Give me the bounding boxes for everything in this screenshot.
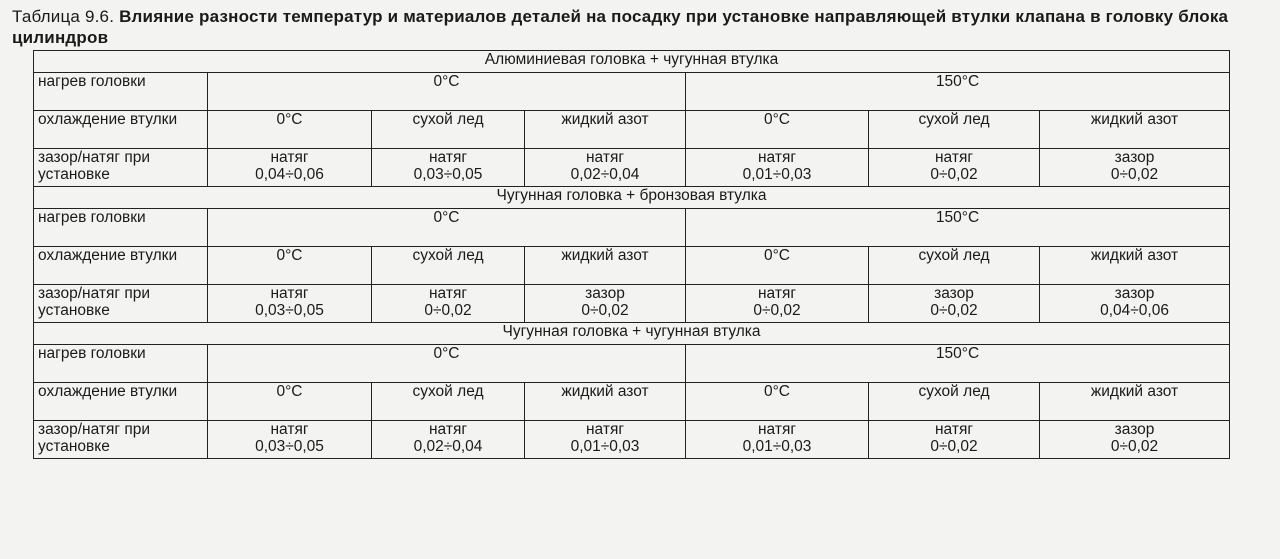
cooling-value: 0°С — [686, 383, 869, 421]
fit-value: 0,04÷0,06 — [1100, 302, 1169, 319]
fit-type: натяг — [429, 285, 467, 302]
cooling-value: сухой лед — [869, 111, 1040, 149]
fit-value: 0÷0,02 — [424, 302, 472, 319]
fit-value: 0÷0,02 — [930, 302, 978, 319]
fit-value: 0,02÷0,04 — [413, 438, 483, 455]
heating-row — [34, 73, 1230, 111]
fit-label: зазор/натяг при установке — [34, 149, 208, 187]
fit-cell — [686, 285, 869, 323]
fit-cell — [372, 149, 525, 187]
section-title: Алюминиевая головка + чугунная втулка — [34, 51, 1230, 73]
section-header-row — [34, 187, 1230, 209]
heating-value: 150°С — [686, 73, 1230, 111]
fit-value: 0÷0,02 — [1110, 438, 1159, 455]
cooling-value: жидкий азот — [525, 247, 686, 285]
fit-value: 0,03÷0,05 — [413, 166, 483, 183]
fit-cell — [869, 421, 1040, 459]
heating-value: 0°С — [208, 73, 686, 111]
heating-value: 150°С — [686, 345, 1230, 383]
heating-label: нагрев головки — [34, 345, 208, 383]
section-header-row — [34, 323, 1230, 345]
cooling-row — [34, 247, 1230, 285]
table-number: Таблица 9.6. — [12, 7, 115, 26]
fit-value: 0÷0,02 — [753, 302, 801, 319]
heating-row — [34, 345, 1230, 383]
heating-label: нагрев головки — [34, 73, 208, 111]
section-header-row — [34, 51, 1230, 73]
cooling-value: 0°С — [208, 383, 372, 421]
cooling-value: жидкий азот — [525, 383, 686, 421]
cooling-value: сухой лед — [869, 247, 1040, 285]
fit-value: 0,03÷0,05 — [255, 438, 324, 455]
fit-row — [34, 149, 1230, 187]
cooling-value: сухой лед — [372, 383, 525, 421]
cooling-value: жидкий азот — [1040, 111, 1230, 149]
fit-table — [33, 50, 1230, 459]
fit-cell — [869, 285, 1040, 323]
fit-cell — [686, 149, 869, 187]
fit-value: 0÷0,02 — [930, 438, 978, 455]
fit-type: зазор — [1114, 421, 1155, 438]
fit-cell — [1040, 149, 1230, 187]
fit-value: 0,04÷0,06 — [255, 166, 324, 183]
table-title: Влияние разности температур и материалов деталей на посадку при установке направляющей втулки клапана в головку блока цилиндров — [12, 7, 1229, 47]
fit-cell — [208, 149, 372, 187]
cooling-value: 0°С — [208, 111, 372, 149]
fit-type: натяг — [270, 149, 309, 166]
fit-value: 0,01÷0,03 — [570, 438, 640, 455]
fit-cell — [208, 285, 372, 323]
heating-label: нагрев головки — [34, 209, 208, 247]
cooling-value: сухой лед — [372, 247, 525, 285]
fit-value: 0,02÷0,04 — [570, 166, 640, 183]
fit-row — [34, 421, 1230, 459]
table-caption — [12, 6, 1252, 48]
fit-type: зазор — [585, 285, 625, 302]
fit-cell — [525, 285, 686, 323]
fit-cell — [525, 421, 686, 459]
fit-type: натяг — [429, 149, 467, 166]
fit-type: натяг — [758, 421, 796, 438]
cooling-label: охлаждение втулки — [34, 111, 208, 149]
fit-type: зазор — [1114, 149, 1155, 166]
cooling-label: охлаждение втулки — [34, 247, 208, 285]
fit-label: зазор/натяг при установке — [34, 285, 208, 323]
fit-type: натяг — [586, 421, 624, 438]
fit-value: 0÷0,02 — [1110, 166, 1159, 183]
cooling-value: жидкий азот — [1040, 247, 1230, 285]
fit-label: зазор/натяг при установке — [34, 421, 208, 459]
fit-value: 0÷0,02 — [581, 302, 629, 319]
cooling-value: жидкий азот — [525, 111, 686, 149]
cooling-label: охлаждение втулки — [34, 383, 208, 421]
heating-row — [34, 209, 1230, 247]
fit-cell — [372, 285, 525, 323]
fit-type: натяг — [586, 149, 624, 166]
cooling-value: сухой лед — [869, 383, 1040, 421]
fit-type: натяг — [758, 285, 796, 302]
fit-type: натяг — [758, 149, 796, 166]
fit-type: зазор — [1114, 285, 1155, 302]
cooling-row — [34, 383, 1230, 421]
heating-value: 0°С — [208, 345, 686, 383]
fit-type: зазор — [934, 285, 974, 302]
cooling-value: жидкий азот — [1040, 383, 1230, 421]
fit-value: 0÷0,02 — [930, 166, 978, 183]
cooling-value: 0°С — [686, 111, 869, 149]
section-title: Чугунная головка + бронзовая втулка — [34, 187, 1230, 209]
fit-cell — [686, 421, 869, 459]
fit-cell — [1040, 421, 1230, 459]
cooling-row — [34, 111, 1230, 149]
fit-value: 0,03÷0,05 — [255, 302, 324, 319]
fit-cell — [869, 149, 1040, 187]
fit-type: натяг — [935, 149, 973, 166]
fit-type: натяг — [270, 285, 309, 302]
cooling-value: сухой лед — [372, 111, 525, 149]
fit-cell — [525, 149, 686, 187]
fit-cell — [208, 421, 372, 459]
heating-value: 150°С — [686, 209, 1230, 247]
fit-type: натяг — [429, 421, 467, 438]
heating-value: 0°С — [208, 209, 686, 247]
fit-value: 0,01÷0,03 — [742, 438, 812, 455]
fit-type: натяг — [270, 421, 309, 438]
fit-cell — [372, 421, 525, 459]
cooling-value: 0°С — [686, 247, 869, 285]
fit-type: натяг — [935, 421, 973, 438]
fit-row — [34, 285, 1230, 323]
fit-value: 0,01÷0,03 — [742, 166, 812, 183]
fit-cell — [1040, 285, 1230, 323]
fit-table-body — [34, 51, 1230, 459]
cooling-value: 0°С — [208, 247, 372, 285]
section-title: Чугунная головка + чугунная втулка — [34, 323, 1230, 345]
